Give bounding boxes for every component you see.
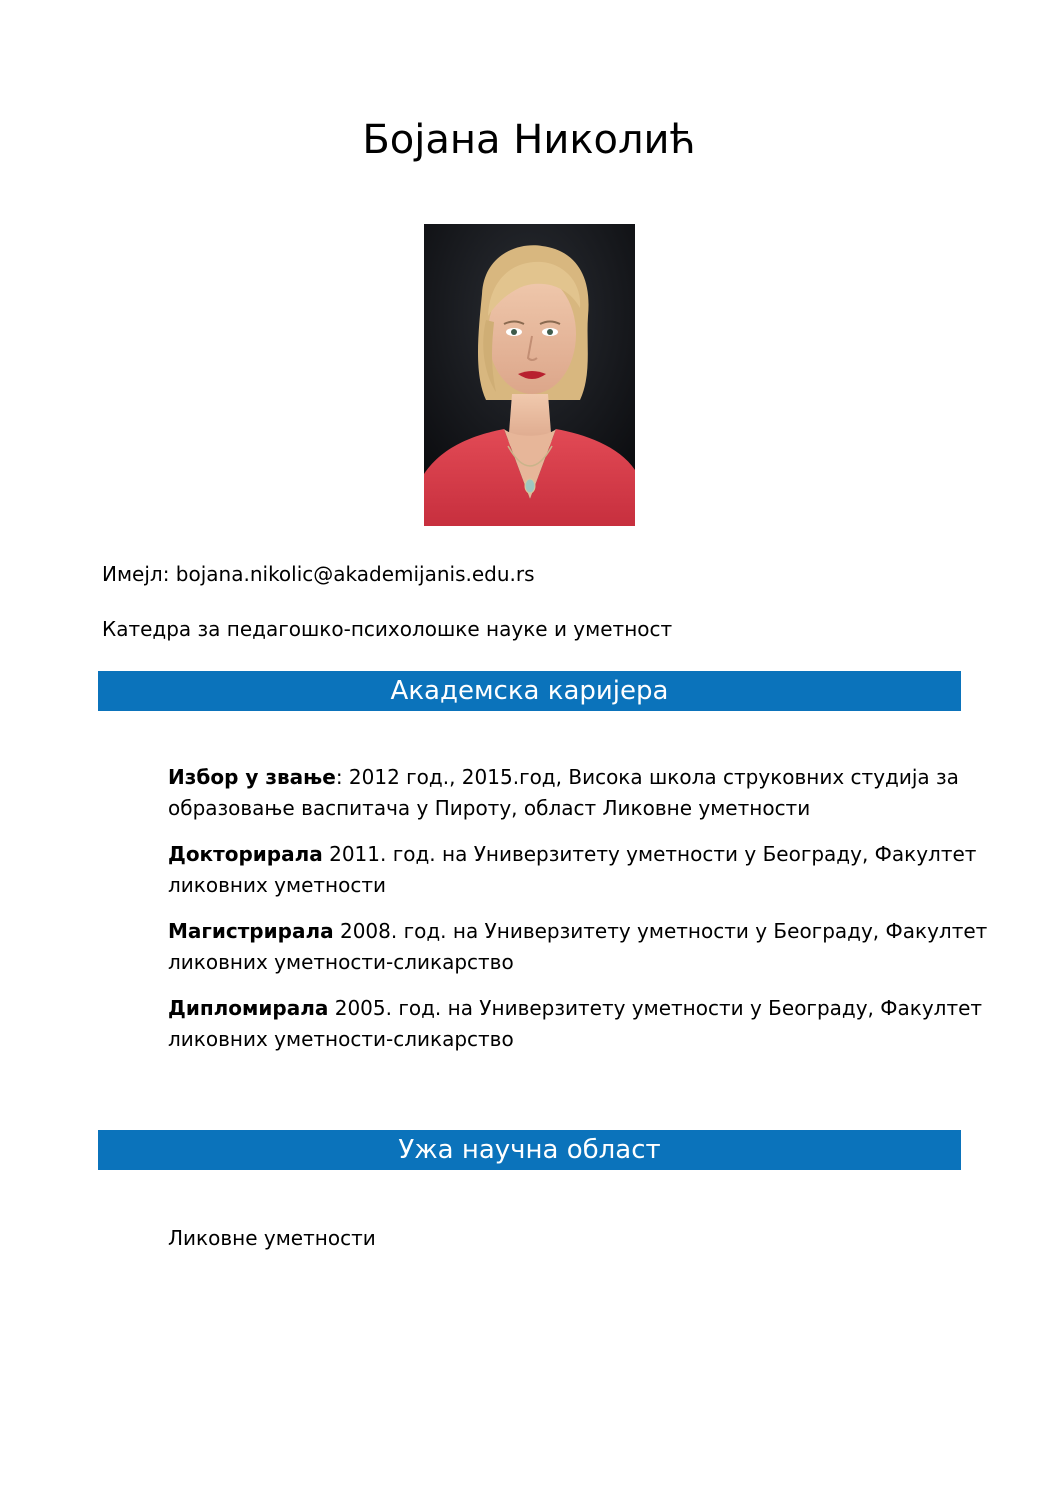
- department-line: Катедра за педагошко-психолошке науке и уметност: [102, 617, 673, 641]
- career-item-text: 2005. год. на Универзитету уметности у Београду, Факултет ликовних уметности-сликарство: [168, 996, 983, 1051]
- section-heading-academic-career: Академска каријера: [98, 671, 961, 711]
- portrait-photo: [424, 224, 635, 526]
- career-item-label: Докторирала: [168, 842, 323, 866]
- career-item: [168, 993, 988, 1055]
- narrow-field-value: Ликовне уметности: [168, 1226, 376, 1250]
- email-address[interactable]: bojana.nikolic@akademijanis.edu.rs: [175, 562, 535, 586]
- email-label: Имејл:: [102, 562, 170, 586]
- career-list: [168, 762, 988, 1070]
- career-item: [168, 839, 988, 901]
- email-line: [102, 560, 535, 588]
- career-item-label: Магистрирала: [168, 919, 334, 943]
- career-item-label: Дипломирала: [168, 996, 329, 1020]
- career-item: [168, 916, 988, 978]
- career-item-text: 2008. год. на Универзитету уметности у Београду, Факултет ликовних уметности-сликарство: [168, 919, 988, 974]
- career-item-text: 2011. год. на Универзитету уметности у Београду, Факултет ликовних уметности: [168, 842, 977, 897]
- section-heading-narrow-field: Ужа научна област: [98, 1130, 961, 1170]
- page-title: Бојана Николић: [362, 117, 696, 163]
- career-item-text: : 2012 год., 2015.год, Висока школа струковних студија за образовање васпитача у Пироту, област Ликовне уметности: [168, 765, 959, 820]
- career-item: [168, 762, 988, 824]
- career-item-label: Избор у звање: [168, 765, 336, 789]
